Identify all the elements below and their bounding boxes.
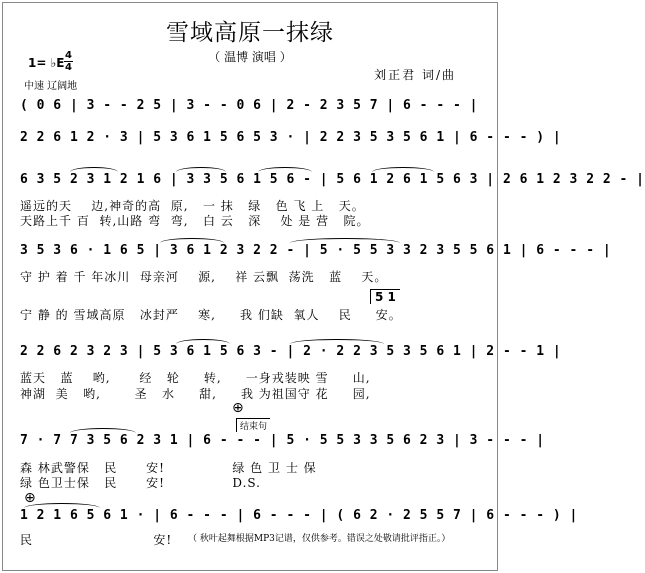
lyric-row-6a: 森 林武警保 民 安! 绿 色 卫 士 保 [20,461,317,475]
score-row-6: 7 · 7 7 3 5 6 2 3 1 | 6 - - - | 5 · 5 5 3 3 5 6 2 3 | 3 - - - | [20,433,545,448]
score-row-1: ( 0 6 | 3 - - 2 5 | 3 - - 0 6 | 2 - 2 3 5 7 | 6 - - - | [20,98,478,113]
volta-bracket: 5 1 [370,289,400,304]
meter-top: 4 [65,50,72,61]
slur [176,167,226,172]
slur [290,238,400,243]
transcription-note: （ 秋叶起舞根据MP3记谱，仅供参考。错误之处敬请批评指正。） [188,534,451,544]
lyric-row-3b: 天路上千 百 转,山路 弯 弯, 白 云 深 处 是 营 院。 [20,214,370,228]
ending-label: 结束句 [236,418,270,432]
slur [70,167,118,172]
score-row-3: 6 3 5 2 3 1 2 1 6 | 3 3 5 6 1 5 6 - | 5 6 1 2 6 1 5 6 3 | 2 6 1 2 3 2 2 - | [20,172,645,187]
coda-sign: ⊕ [232,400,244,416]
lyric-row-4c: 宁 静 的 雪域高原 冰封严 寒, 我 们缺 氧人 民 安。 [20,308,402,322]
lyric-row-3a: 遥远的天 边,神奇的高 原, 一 抹 绿 色 飞 上 天。 [20,199,365,213]
coda-sign-2: ⊕ [24,490,36,506]
slur [70,428,136,433]
meter-bottom: 4 [65,62,72,73]
credit: 刘正君 词/曲 [374,68,456,82]
key-signature: 1= ♭E [28,56,65,70]
song-title: 雪域高原一抹绿 [166,20,334,46]
lyric-row-7a: 民 安! [20,533,173,547]
score-row-7: 1 2 1 6 5 6 1 · | 6 - - - | 6 - - - | ( 6 2 · 2 5 5 7 | 6 - - - ) | [20,508,578,523]
lyric-row-4a: 守 护 着 千 年冰川 母亲河 源, 祥 云飘 荡洗 蓝 天。 [20,270,388,284]
slur [290,339,384,344]
performer: （ 温博 演唱 ） [208,50,292,64]
lyric-row-6b: 绿 色卫士保 民 安! D.S. [20,476,261,490]
slur [372,167,434,172]
lyric-row-5a: 蓝天 蓝 哟, 经 轮 转, 一身戎装映 雪 山, [20,371,371,385]
score-row-2: 2 2 6 1 2 · 3 | 5 3 6 1 5 6 5 3 · | 2 2 3 5 3 5 6 1 | 6 - - - ) | [20,130,562,145]
score-row-4: 3 5 3 6 · 1 6 5 | 3 6 1 2 3 2 2 - | 5 · 5 5 3 3 2 3 5 5 6 1 | 6 - - - | [20,243,612,258]
score-row-5: 2 2 6 2 3 2 3 | 5 3 6 1 5 6 3 - | 2 · 2 2 3 5 3 5 6 1 | 2 - - 1 | [20,344,562,359]
lyric-row-5b: 神湖 美 哟, 圣 水 甜, 我 为祖国守 花 园, [20,387,371,401]
slur [258,167,312,172]
slur [176,339,230,344]
time-signature [64,50,73,73]
slur [160,238,224,243]
tempo-mark: 中速 辽阔地 [24,81,78,92]
slur [24,503,100,508]
